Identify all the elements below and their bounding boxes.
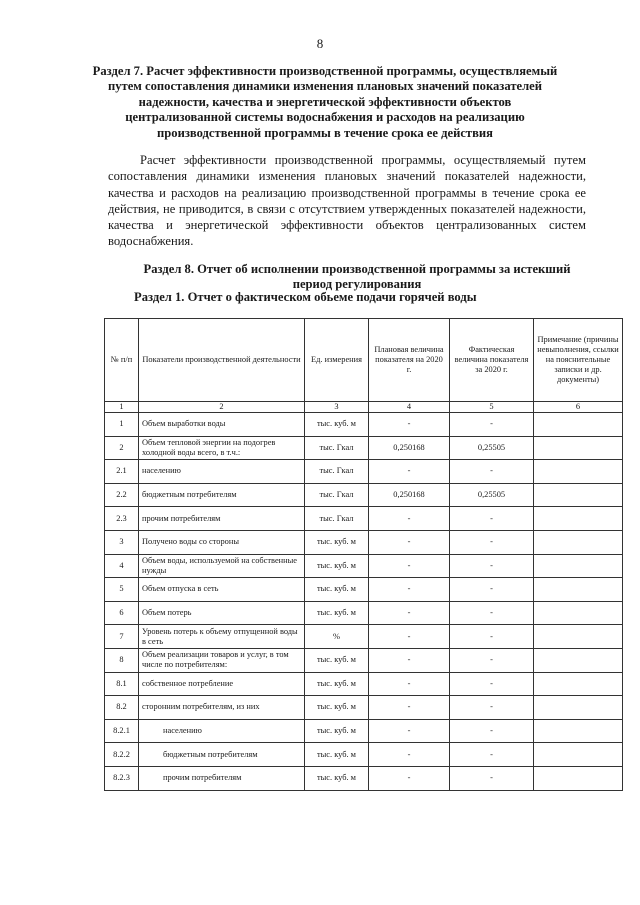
row-note <box>534 436 623 460</box>
table-row <box>105 766 623 790</box>
section7-body: Расчет эффективности производственной программы, осуществляемый путем сопоставления динамики изменения плановых значений показателей надежности, качества и расходов на реализацию производственной программы в течение срока ее действия, не приводится, в связи с отсутствием утвержденных показателей надежности, качества и энергетической эффективности объектов централизованных систем водоснабжения. <box>108 153 586 249</box>
table-row <box>105 507 623 531</box>
row-fact-value: 0,25505 <box>450 436 534 460</box>
column-number: 2 <box>139 402 305 413</box>
row-plan-value: 0,250168 <box>369 436 450 460</box>
row-unit: тыс. куб. м <box>305 766 369 790</box>
row-indicator: населению <box>139 460 305 484</box>
header-plan: Плановая величина показателя на 2020 г. <box>369 319 450 402</box>
row-note <box>534 766 623 790</box>
row-plan-value: - <box>369 460 450 484</box>
table-header-row <box>105 319 623 402</box>
column-number: 4 <box>369 402 450 413</box>
row-note <box>534 413 623 437</box>
row-number: 4 <box>105 554 139 578</box>
row-fact-value: - <box>450 672 534 696</box>
table-row <box>105 578 623 602</box>
row-number: 8.2 <box>105 696 139 720</box>
row-fact-value: - <box>450 601 534 625</box>
row-note <box>534 578 623 602</box>
row-number: 7 <box>105 625 139 649</box>
row-fact-value: - <box>450 766 534 790</box>
row-note <box>534 507 623 531</box>
table-row <box>105 625 623 649</box>
row-plan-value: - <box>369 696 450 720</box>
row-indicator: Объем отпуска в сеть <box>139 578 305 602</box>
row-note <box>534 648 623 672</box>
row-note <box>534 625 623 649</box>
row-fact-value: - <box>450 578 534 602</box>
page-number: 8 <box>316 36 324 51</box>
table-row <box>105 460 623 484</box>
row-note <box>534 554 623 578</box>
row-number: 3 <box>105 530 139 554</box>
row-indicator: населению <box>139 719 305 743</box>
row-plan-value: - <box>369 554 450 578</box>
table-row <box>105 672 623 696</box>
row-note <box>534 696 623 720</box>
table-row <box>105 743 623 767</box>
column-number: 6 <box>534 402 623 413</box>
row-unit: тыс. Гкал <box>305 460 369 484</box>
row-indicator: Уровень потерь к объему отпущенной воды в сеть <box>139 625 305 649</box>
row-plan-value: - <box>369 601 450 625</box>
row-number: 8.2.3 <box>105 766 139 790</box>
row-plan-value: - <box>369 413 450 437</box>
row-unit: тыс. Гкал <box>305 507 369 531</box>
row-plan-value: - <box>369 530 450 554</box>
row-fact-value: - <box>450 413 534 437</box>
row-indicator: Объем выработки воды <box>139 413 305 437</box>
row-number: 2 <box>105 436 139 460</box>
row-number: 2.3 <box>105 507 139 531</box>
row-unit: тыс. куб. м <box>305 672 369 696</box>
row-plan-value: - <box>369 743 450 767</box>
row-indicator: Объем воды, используемой на собственные нужды <box>139 554 305 578</box>
row-fact-value: - <box>450 507 534 531</box>
row-fact-value: - <box>450 554 534 578</box>
row-unit: тыс. куб. м <box>305 648 369 672</box>
row-number: 1 <box>105 413 139 437</box>
header-unit: Ед. измерения <box>305 319 369 402</box>
table-row <box>105 648 623 672</box>
row-fact-value: - <box>450 743 534 767</box>
table-row <box>105 719 623 743</box>
table-row <box>105 530 623 554</box>
table-row <box>105 554 623 578</box>
row-unit: тыс. куб. м <box>305 696 369 720</box>
row-number: 5 <box>105 578 139 602</box>
row-fact-value: - <box>450 460 534 484</box>
row-fact-value: - <box>450 719 534 743</box>
column-number: 1 <box>105 402 139 413</box>
row-note <box>534 530 623 554</box>
row-fact-value: - <box>450 530 534 554</box>
row-indicator: прочим потребителям <box>139 766 305 790</box>
row-indicator: бюджетным потребителям <box>139 743 305 767</box>
column-numbers-row <box>105 402 623 413</box>
report-table <box>104 318 623 791</box>
row-indicator: Получено воды со стороны <box>139 530 305 554</box>
row-note <box>534 483 623 507</box>
section8-title: Раздел 8. Отчет об исполнении производственной программы за истекший период регулирования <box>143 262 571 291</box>
column-number: 5 <box>450 402 534 413</box>
table-row <box>105 696 623 720</box>
row-unit: тыс. куб. м <box>305 413 369 437</box>
table-row <box>105 483 623 507</box>
table-row <box>105 436 623 460</box>
row-plan-value: - <box>369 672 450 696</box>
header-num: № п/п <box>105 319 139 402</box>
row-note <box>534 743 623 767</box>
row-unit: тыс. куб. м <box>305 578 369 602</box>
row-unit: тыс. куб. м <box>305 719 369 743</box>
row-number: 8 <box>105 648 139 672</box>
row-unit: тыс. куб. м <box>305 530 369 554</box>
row-indicator: сторонним потребителям, из них <box>139 696 305 720</box>
row-plan-value: - <box>369 625 450 649</box>
row-note <box>534 460 623 484</box>
row-number: 8.2.2 <box>105 743 139 767</box>
row-note <box>534 672 623 696</box>
row-indicator: прочим потребителям <box>139 507 305 531</box>
row-indicator: Объем потерь <box>139 601 305 625</box>
row-number: 2.2 <box>105 483 139 507</box>
row-number: 2.1 <box>105 460 139 484</box>
row-number: 8.2.1 <box>105 719 139 743</box>
row-indicator: бюджетным потребителям <box>139 483 305 507</box>
row-number: 6 <box>105 601 139 625</box>
header-indicator: Показатели производственной деятельности <box>139 319 305 402</box>
row-plan-value: - <box>369 578 450 602</box>
row-plan-value: 0,250168 <box>369 483 450 507</box>
row-unit: тыс. Гкал <box>305 436 369 460</box>
row-indicator: собственное потребление <box>139 672 305 696</box>
row-plan-value: - <box>369 766 450 790</box>
row-indicator: Объем тепловой энергии на подогрев холодной воды всего, в т.ч.: <box>139 436 305 460</box>
row-unit: тыс. куб. м <box>305 601 369 625</box>
row-note <box>534 719 623 743</box>
row-number: 8.1 <box>105 672 139 696</box>
column-number: 3 <box>305 402 369 413</box>
row-unit: тыс. Гкал <box>305 483 369 507</box>
header-fact: Фактическая величина показателя за 2020 г. <box>450 319 534 402</box>
row-note <box>534 601 623 625</box>
row-indicator: Объем реализации товаров и услуг, в том числе по потребителям: <box>139 648 305 672</box>
table-row <box>105 601 623 625</box>
row-plan-value: - <box>369 507 450 531</box>
row-unit: тыс. куб. м <box>305 743 369 767</box>
row-unit: % <box>305 625 369 649</box>
section1-subtitle: Раздел 1. Отчет о фактическом обьеме подачи горячей воды <box>134 290 477 304</box>
section7-title: Раздел 7. Расчет эффективности производственной программы, осуществляемый путем сопоставления динамики изменения плановых значений показателей надежности, качества и энергетической эффективности объектов централизованной системы водоснабжения и расходов на реализацию производственной программы в течение срока ее действия <box>92 64 558 140</box>
row-plan-value: - <box>369 719 450 743</box>
row-plan-value: - <box>369 648 450 672</box>
row-fact-value: - <box>450 625 534 649</box>
row-unit: тыс. куб. м <box>305 554 369 578</box>
header-note: Примечание (причины невыполнения, ссылки на пояснительные записки и др. документы) <box>534 319 623 402</box>
row-fact-value: - <box>450 648 534 672</box>
row-fact-value: - <box>450 696 534 720</box>
table-row <box>105 413 623 437</box>
row-fact-value: 0,25505 <box>450 483 534 507</box>
